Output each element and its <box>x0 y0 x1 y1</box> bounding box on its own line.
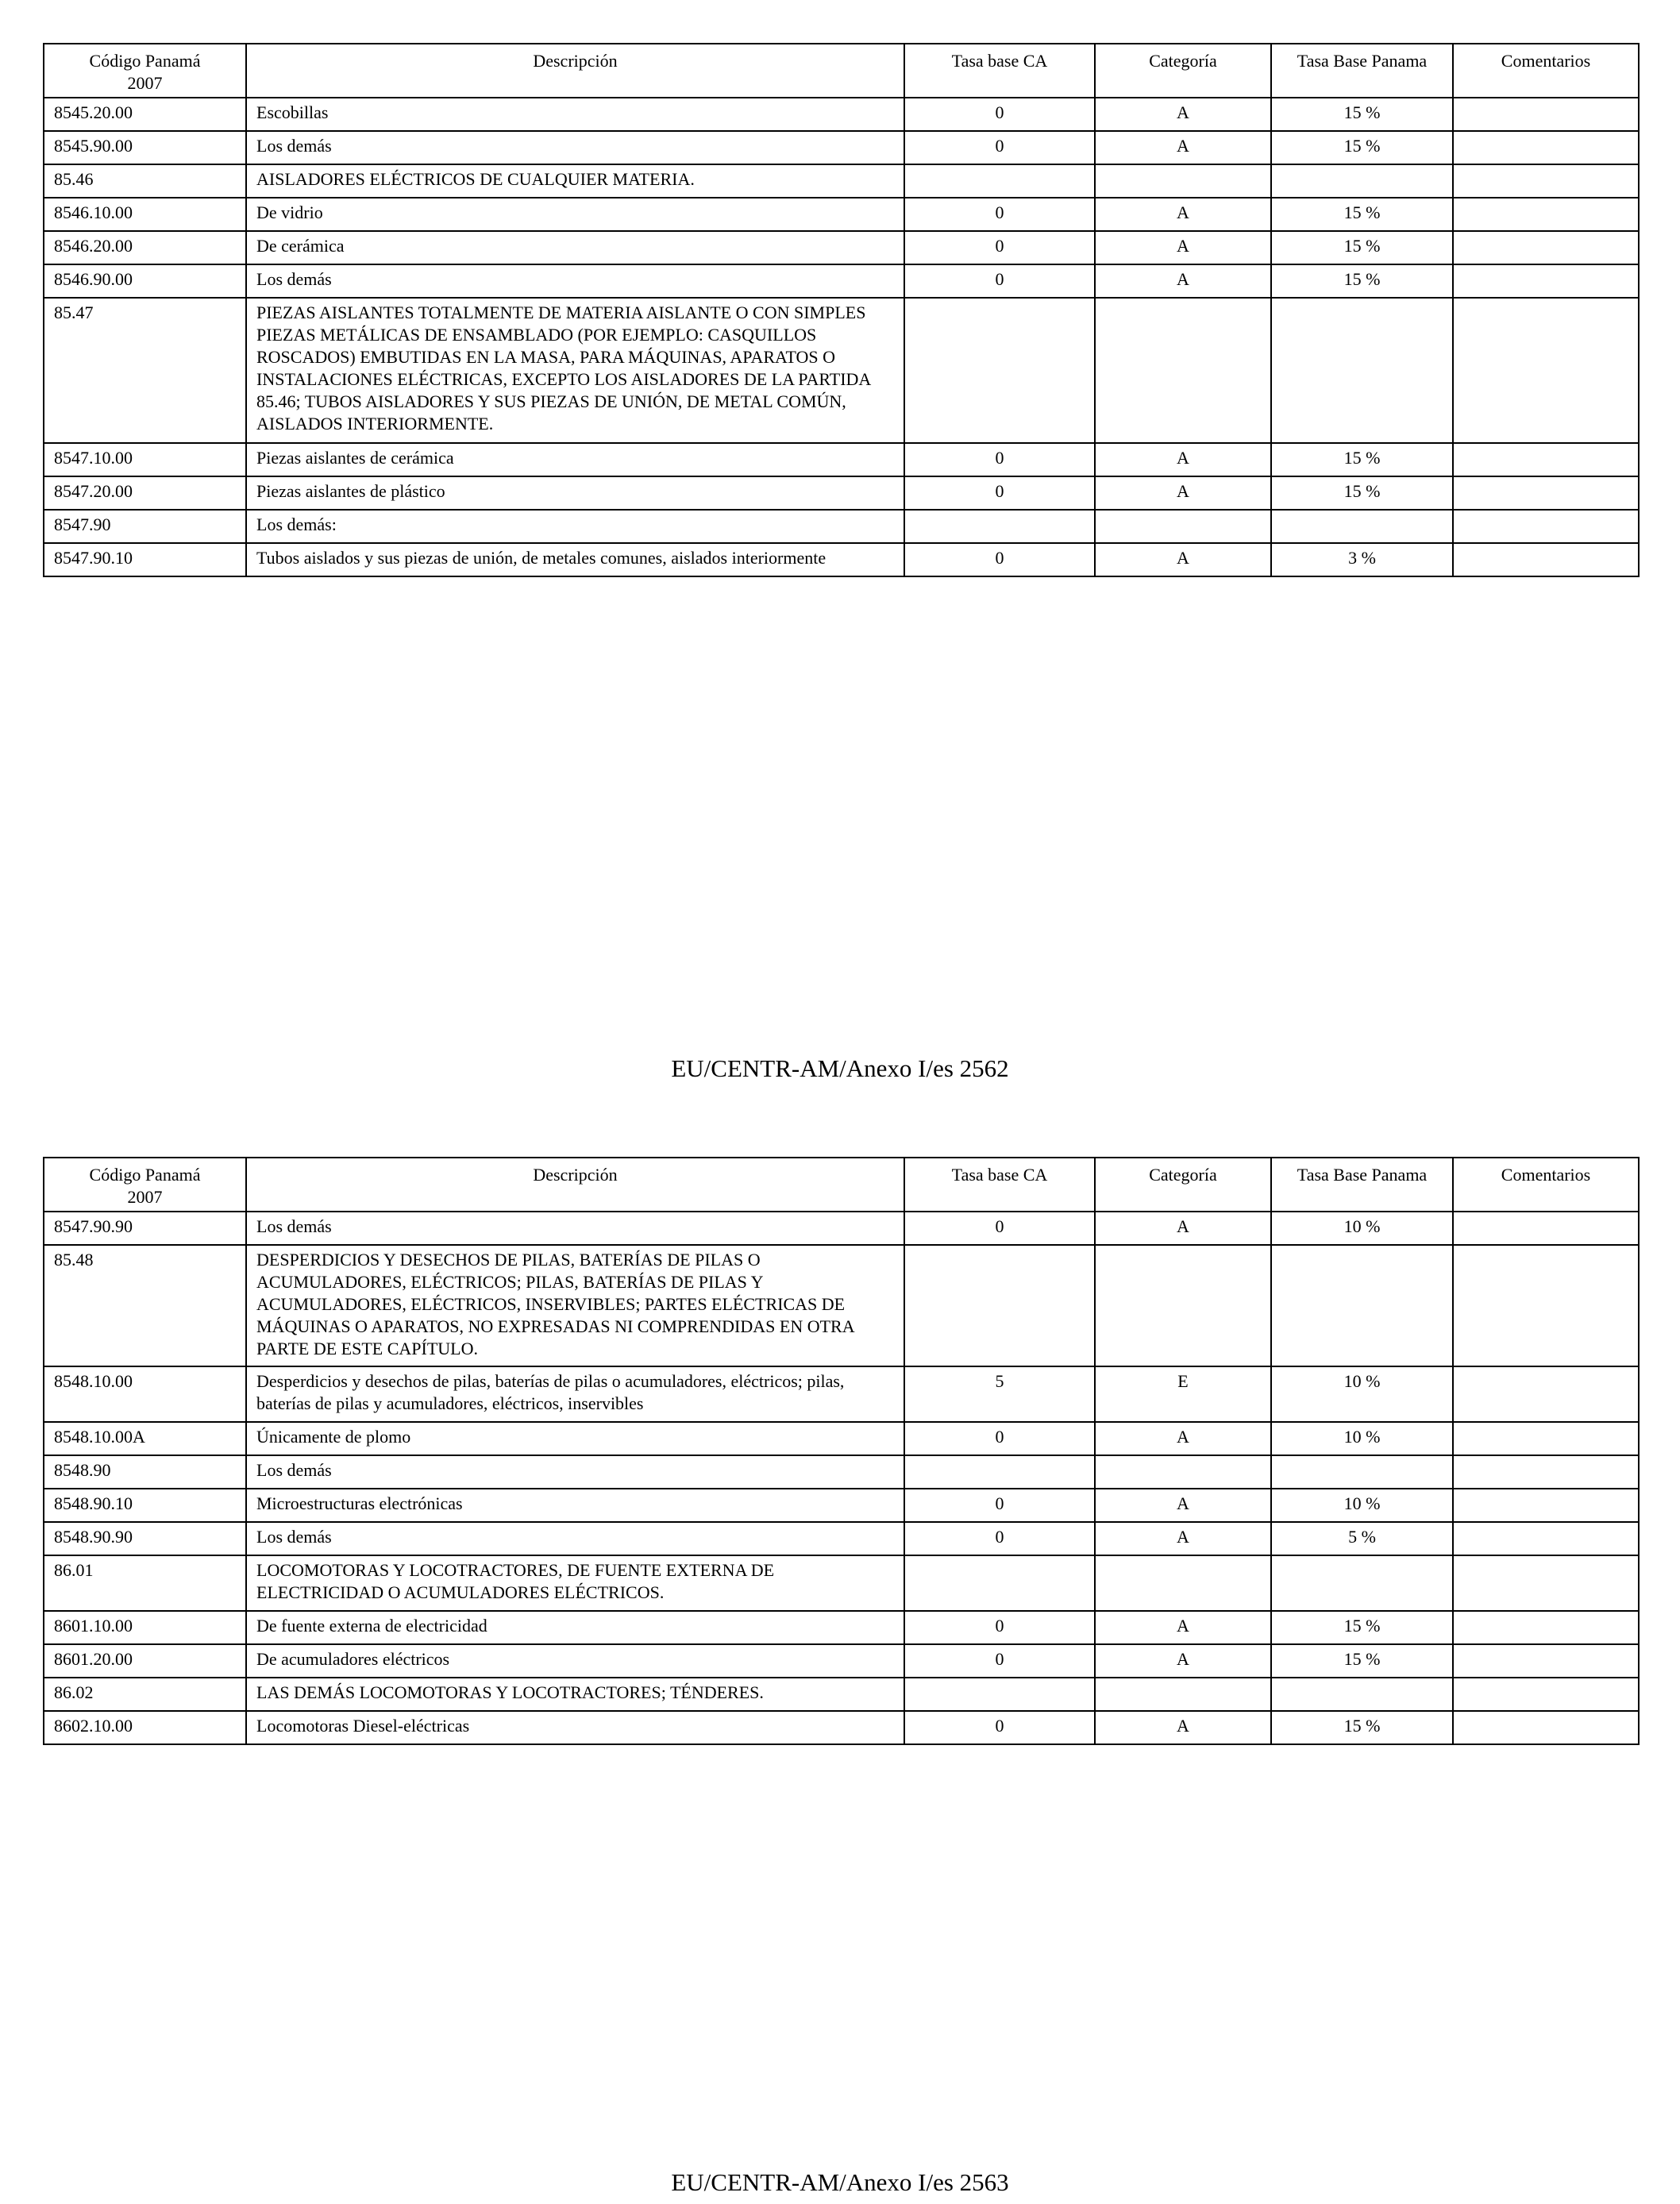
cell-code: 8602.10.00 <box>44 1711 246 1744</box>
cell-tasa-panama: 10 % <box>1271 1212 1453 1245</box>
cell-tasa-panama: 5 % <box>1271 1522 1453 1555</box>
cell-code: 8548.10.00 <box>44 1366 246 1422</box>
table-row <box>44 1644 1639 1678</box>
cell-categoria <box>1095 164 1271 198</box>
cell-code: 8547.90.90 <box>44 1212 246 1245</box>
cell-comentarios <box>1453 1644 1639 1678</box>
table-row <box>44 476 1639 510</box>
cell-tasa-ca: 0 <box>904 1711 1095 1744</box>
cell-categoria: A <box>1095 98 1271 131</box>
cell-comentarios <box>1453 1611 1639 1644</box>
cell-categoria <box>1095 298 1271 443</box>
cell-code: 8601.10.00 <box>44 1611 246 1644</box>
cell-code: 85.47 <box>44 298 246 443</box>
cell-tasa-panama <box>1271 510 1453 543</box>
table-header-row <box>44 44 1639 98</box>
cell-tasa-panama <box>1271 298 1453 443</box>
cell-desc: De cerámica <box>246 231 904 264</box>
cell-desc: LAS DEMÁS LOCOMOTORAS Y LOCOTRACTORES; TÉNDERES. <box>246 1678 904 1711</box>
cell-comentarios <box>1453 1422 1639 1455</box>
cell-comentarios <box>1453 476 1639 510</box>
cell-categoria: A <box>1095 198 1271 231</box>
cell-code: 85.48 <box>44 1245 246 1366</box>
cell-tasa-ca: 0 <box>904 543 1095 576</box>
cell-desc: Microestructuras electrónicas <box>246 1489 904 1522</box>
cell-categoria: A <box>1095 1644 1271 1678</box>
cell-code: 8546.10.00 <box>44 198 246 231</box>
table-row <box>44 1212 1639 1245</box>
cell-code: 8547.20.00 <box>44 476 246 510</box>
cell-tasa-ca: 0 <box>904 1611 1095 1644</box>
cell-desc: Los demás <box>246 131 904 164</box>
cell-code: 86.02 <box>44 1678 246 1711</box>
table-row <box>44 510 1639 543</box>
cell-code: 8548.90.90 <box>44 1522 246 1555</box>
cell-tasa-ca <box>904 164 1095 198</box>
cell-categoria: A <box>1095 1611 1271 1644</box>
cell-tasa-panama <box>1271 164 1453 198</box>
cell-tasa-panama: 10 % <box>1271 1366 1453 1422</box>
cell-tasa-panama <box>1271 1455 1453 1489</box>
page-footer-2562: EU/CENTR-AM/Anexo I/es 2562 <box>671 1054 1009 1082</box>
cell-comentarios <box>1453 1455 1639 1489</box>
cell-categoria <box>1095 1678 1271 1711</box>
cell-tasa-panama <box>1271 1245 1453 1366</box>
cell-tasa-panama: 15 % <box>1271 476 1453 510</box>
cell-tasa-panama: 15 % <box>1271 131 1453 164</box>
cell-desc: Los demás <box>246 1455 904 1489</box>
cell-comentarios <box>1453 1711 1639 1744</box>
cell-tasa-panama <box>1271 1678 1453 1711</box>
table-row <box>44 231 1639 264</box>
cell-desc: Únicamente de plomo <box>246 1422 904 1455</box>
cell-comentarios <box>1453 231 1639 264</box>
header-descripcion: Descripción <box>246 1158 904 1212</box>
cell-desc: De fuente externa de electricidad <box>246 1611 904 1644</box>
table-row <box>44 1711 1639 1744</box>
table-row <box>44 543 1639 576</box>
table-row <box>44 1422 1639 1455</box>
tariff-table-page-2562 <box>43 43 1640 577</box>
table-row <box>44 1522 1639 1555</box>
cell-code: 8548.90.10 <box>44 1489 246 1522</box>
cell-code: 8547.90.10 <box>44 543 246 576</box>
header-codigo: Código Panamá 2007 <box>44 1158 246 1212</box>
header-categoria: Categoría <box>1095 1158 1271 1212</box>
cell-desc: Piezas aislantes de plástico <box>246 476 904 510</box>
table-row <box>44 198 1639 231</box>
header-tasa-ca: Tasa base CA <box>904 44 1095 98</box>
cell-code: 8548.90 <box>44 1455 246 1489</box>
cell-desc: Los demás <box>246 1212 904 1245</box>
cell-categoria: A <box>1095 476 1271 510</box>
table-row <box>44 164 1639 198</box>
table-row <box>44 1455 1639 1489</box>
cell-code: 8545.90.00 <box>44 131 246 164</box>
table-row <box>44 264 1639 298</box>
cell-tasa-ca: 0 <box>904 443 1095 476</box>
table-row <box>44 1489 1639 1522</box>
cell-categoria: A <box>1095 443 1271 476</box>
cell-tasa-ca <box>904 510 1095 543</box>
cell-categoria: E <box>1095 1366 1271 1422</box>
table-row <box>44 1366 1639 1422</box>
cell-tasa-ca: 0 <box>904 1644 1095 1678</box>
cell-comentarios <box>1453 1489 1639 1522</box>
cell-categoria: A <box>1095 543 1271 576</box>
cell-desc: De acumuladores eléctricos <box>246 1644 904 1678</box>
cell-categoria <box>1095 1555 1271 1611</box>
table-row <box>44 131 1639 164</box>
cell-code: 8547.90 <box>44 510 246 543</box>
cell-comentarios <box>1453 1522 1639 1555</box>
cell-categoria <box>1095 510 1271 543</box>
cell-desc: Desperdicios y desechos de pilas, baterías de pilas o acumuladores, eléctricos; pilas, baterías de pilas y acumuladores, eléctricos, inservibles <box>246 1366 904 1422</box>
cell-tasa-ca: 0 <box>904 98 1095 131</box>
cell-tasa-ca: 0 <box>904 1522 1095 1555</box>
cell-desc: Los demás: <box>246 510 904 543</box>
cell-categoria: A <box>1095 264 1271 298</box>
cell-code: 8546.90.00 <box>44 264 246 298</box>
cell-tasa-ca: 0 <box>904 1212 1095 1245</box>
cell-comentarios <box>1453 131 1639 164</box>
cell-desc: Los demás <box>246 264 904 298</box>
table-row <box>44 1555 1639 1611</box>
cell-desc: Los demás <box>246 1522 904 1555</box>
cell-categoria: A <box>1095 1711 1271 1744</box>
cell-tasa-panama <box>1271 1555 1453 1611</box>
cell-tasa-ca: 0 <box>904 476 1095 510</box>
cell-tasa-ca: 0 <box>904 231 1095 264</box>
table-row <box>44 298 1639 443</box>
cell-comentarios <box>1453 510 1639 543</box>
cell-tasa-panama: 15 % <box>1271 231 1453 264</box>
table-row <box>44 1678 1639 1711</box>
cell-desc: Tubos aislados y sus piezas de unión, de metales comunes, aislados interiormente <box>246 543 904 576</box>
cell-code: 8548.10.00A <box>44 1422 246 1455</box>
header-comentarios: Comentarios <box>1453 1158 1639 1212</box>
cell-categoria <box>1095 1245 1271 1366</box>
cell-tasa-panama: 15 % <box>1271 1711 1453 1744</box>
table-header-row <box>44 1158 1639 1212</box>
cell-tasa-ca: 0 <box>904 198 1095 231</box>
cell-tasa-ca: 0 <box>904 1489 1095 1522</box>
header-tasa-panama: Tasa Base Panama <box>1271 1158 1453 1212</box>
cell-code: 8546.20.00 <box>44 231 246 264</box>
cell-comentarios <box>1453 443 1639 476</box>
header-descripcion: Descripción <box>246 44 904 98</box>
cell-tasa-ca <box>904 1245 1095 1366</box>
cell-desc: Locomotoras Diesel-eléctricas <box>246 1711 904 1744</box>
header-tasa-panama: Tasa Base Panama <box>1271 44 1453 98</box>
cell-tasa-panama: 15 % <box>1271 1644 1453 1678</box>
cell-categoria: A <box>1095 231 1271 264</box>
cell-desc: Piezas aislantes de cerámica <box>246 443 904 476</box>
cell-tasa-panama: 15 % <box>1271 98 1453 131</box>
table-row <box>44 1611 1639 1644</box>
cell-desc: Escobillas <box>246 98 904 131</box>
cell-tasa-ca <box>904 1455 1095 1489</box>
cell-tasa-ca: 0 <box>904 1422 1095 1455</box>
cell-desc: AISLADORES ELÉCTRICOS DE CUALQUIER MATERIA. <box>246 164 904 198</box>
cell-categoria: A <box>1095 1489 1271 1522</box>
cell-tasa-ca: 5 <box>904 1366 1095 1422</box>
cell-tasa-panama: 15 % <box>1271 198 1453 231</box>
cell-tasa-ca <box>904 1555 1095 1611</box>
cell-comentarios <box>1453 98 1639 131</box>
cell-comentarios <box>1453 543 1639 576</box>
cell-categoria: A <box>1095 1212 1271 1245</box>
table-row <box>44 98 1639 131</box>
cell-comentarios <box>1453 198 1639 231</box>
header-codigo: Código Panamá 2007 <box>44 44 246 98</box>
cell-categoria: A <box>1095 1522 1271 1555</box>
cell-comentarios <box>1453 1678 1639 1711</box>
cell-comentarios <box>1453 164 1639 198</box>
cell-tasa-panama: 15 % <box>1271 443 1453 476</box>
cell-code: 8545.20.00 <box>44 98 246 131</box>
cell-tasa-panama: 10 % <box>1271 1422 1453 1455</box>
cell-tasa-panama: 10 % <box>1271 1489 1453 1522</box>
cell-comentarios <box>1453 298 1639 443</box>
cell-code: 8547.10.00 <box>44 443 246 476</box>
cell-desc: De vidrio <box>246 198 904 231</box>
cell-desc: PIEZAS AISLANTES TOTALMENTE DE MATERIA AISLANTE O CON SIMPLES PIEZAS METÁLICAS DE ENSAMBLADO (POR EJEMPLO: CASQUILLOS ROSCADOS) EMBUTIDAS EN LA MASA, PARA MÁQUINAS, APARATOS O INSTALACIONES ELÉCTRICAS, EXCEPTO LOS AISLADORES DE LA PARTIDA 85.46; TUBOS AISLADORES Y SUS PIEZAS DE UNIÓN, DE METAL COMÚN, AISLADOS INTERIORMENTE. <box>246 298 904 443</box>
cell-tasa-panama: 15 % <box>1271 264 1453 298</box>
cell-desc: LOCOMOTORAS Y LOCOTRACTORES, DE FUENTE EXTERNA DE ELECTRICIDAD O ACUMULADORES ELÉCTRICOS. <box>246 1555 904 1611</box>
header-tasa-ca: Tasa base CA <box>904 1158 1095 1212</box>
cell-comentarios <box>1453 264 1639 298</box>
cell-tasa-panama: 3 % <box>1271 543 1453 576</box>
table-row <box>44 443 1639 476</box>
cell-categoria <box>1095 1455 1271 1489</box>
cell-comentarios <box>1453 1555 1639 1611</box>
tariff-table-page-2563 <box>43 1157 1640 1745</box>
cell-categoria: A <box>1095 131 1271 164</box>
cell-tasa-ca: 0 <box>904 264 1095 298</box>
cell-code: 85.46 <box>44 164 246 198</box>
header-comentarios: Comentarios <box>1453 44 1639 98</box>
cell-comentarios <box>1453 1212 1639 1245</box>
cell-comentarios <box>1453 1366 1639 1422</box>
cell-desc: DESPERDICIOS Y DESECHOS DE PILAS, BATERÍAS DE PILAS O ACUMULADORES, ELÉCTRICOS; PILAS, BATERÍAS DE PILAS Y ACUMULADORES, ELÉCTRICOS, INSERVIBLES; PARTES ELÉCTRICAS DE MÁQUINAS O APARATOS, NO EXPRESADAS NI COMPRENDIDAS EN OTRA PARTE DE ESTE CAPÍTULO. <box>246 1245 904 1366</box>
cell-code: 8601.20.00 <box>44 1644 246 1678</box>
cell-categoria: A <box>1095 1422 1271 1455</box>
table-row <box>44 1245 1639 1366</box>
cell-code: 86.01 <box>44 1555 246 1611</box>
cell-comentarios <box>1453 1245 1639 1366</box>
cell-tasa-panama: 15 % <box>1271 1611 1453 1644</box>
page-footer-2563: EU/CENTR-AM/Anexo I/es 2563 <box>671 2168 1009 2196</box>
cell-tasa-ca <box>904 298 1095 443</box>
cell-tasa-ca <box>904 1678 1095 1711</box>
cell-tasa-ca: 0 <box>904 131 1095 164</box>
header-categoria: Categoría <box>1095 44 1271 98</box>
